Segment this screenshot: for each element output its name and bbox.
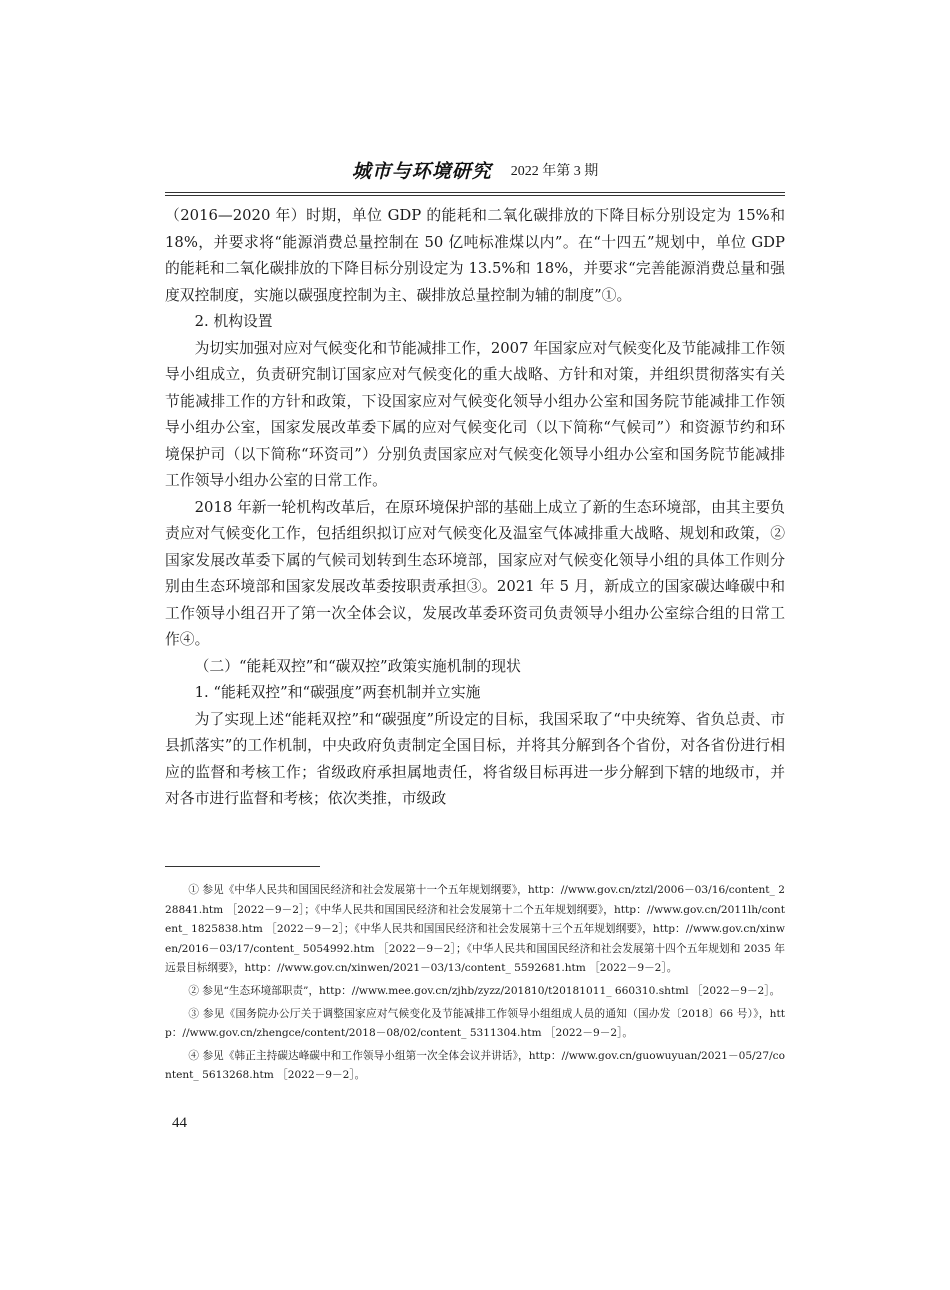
header-rule-top [165, 192, 785, 193]
section-heading-mechanism: （二）“能耗双控”和“碳双控”政策实施机制的现状 [194, 657, 521, 675]
footnote-3: ③ 参见《国务院办公厅关于调整国家应对气候变化及节能减排工作领导小组组成人员的通知（国办发〔2018〕66 号）》，http：//www.gov.cn/zhengce/content/2018－08/02/content_ 5311304.htm ［2022－9－2］。 [165, 1007, 785, 1040]
section-heading-institutions: 2. 机构设置 [194, 313, 273, 330]
header-rule-bottom [165, 195, 785, 196]
journal-name: 城市与环境研究 [351, 160, 492, 183]
paragraph-1: （2016—2020 年）时期，单位 GDP 的能耗和二氧化碳排放的下降目标分别设定为 15%和 18%，并要求将“能源消费总量控制在 50 亿吨标准煤以内”。在“十四五”规划中，单位 GDP 的能耗和二氧化碳排放的下降目标分别设定为 13.5%和 18%，并要求“完善能源消费总量和强度双控制度，实施以碳强度控制为主、碳排放总量控制为辅的制度”①。 [165, 207, 785, 304]
footnote-2: ② 参见“生态环境部职责”，http：//www.mee.gov.cn/zjhb/zyzz/201810/t20181011_ 660310.shtml ［2022－9－2］。 [188, 984, 781, 997]
footnote-separator [165, 866, 320, 867]
paragraph-3: 2018 年新一轮机构改革后，在原环境保护部的基础上成立了新的生态环境部，由其主要负责应对气候变化工作，包括组织拟订应对气候变化及温室气体减排重大战略、规划和政策，② 国家发展改革委下属的气候司划转到生态环境部，国家应对气候变化领导小组的具体工作则分别由生态环境部和国家发展改革委按职责承担③。2021 年 5 月，新成立的国家碳达峰碳中和工作领导小组召开了第一次全体会议，发展改革委环资司负责领导小组办公室综合组的日常工作④。 [165, 498, 785, 648]
footnote-4: ④ 参见《韩正主持碳达峰碳中和工作领导小组第一次全体会议并讲话》，http：//www.gov.cn/guowuyuan/2021－05/27/content_ 5613268.htm ［2022－9－2］。 [165, 1049, 785, 1082]
issue-label: 2022 年第 3 期 [510, 163, 599, 179]
page-number: 44 [172, 1115, 187, 1131]
footnote-1: ① 参见《中华人民共和国国民经济和社会发展第十一个五年规划纲要》，http：//www.gov.cn/ztzl/2006－03/16/content_ 228841.htm ［2022－9－2］；《中华人民共和国国民经济和社会发展第十二个五年规划纲要》，http：//www.gov.cn/2011lh/content_ 1825838.htm ［2022－9－2］；《中华人民共和国国民经济和社会发展第十三个五年规划纲要》，http：//www.gov.cn/xinwen/2016－03/17/content_ 5054992.htm ［2022－9－2］；《中华人民共和国国民经济和社会发展第十四个五年规划和 2035 年远景目标纲要》，http：//www.gov.cn/xinwen/2021－03/13/content_ 5592681.htm ［2022－9－2］。 [165, 884, 785, 975]
running-header [0, 156, 950, 186]
main-text [165, 203, 785, 813]
paragraph-2: 为切实加强对应对气候变化和节能减排工作，2007 年国家应对气候变化及节能减排工作领导小组成立，负责研究制订国家应对气候变化的重大战略、方针和对策，并组织贯彻落实有关节能减排工作的方针和政策，下设国家应对气候变化领导小组办公室和国务院节能减排工作领导小组办公室，国家发展改革委下属的应对气候变化司（以下简称“气候司”）和资源节约和环境保护司（以下简称“环资司”）分别负责国家应对气候变化领导小组办公室和国务院节能减排工作领导小组办公室的日常工作。 [165, 339, 785, 489]
paragraph-4: 为了实现上述“能耗双控”和“碳强度”所设定的目标，我国采取了“中央统筹、省负总责、市县抓落实”的工作机制，中央政府负责制定全国目标，并将其分解到各个省份，对各省份进行相应的监督和考核工作；省级政府承担属地责任，将省级目标再进一步分解到下辖的地级市，并对各市进行监督和考核；依次类推，市级政 [165, 710, 785, 807]
footnotes [165, 881, 785, 1089]
subsection-heading-dual-control: 1. “能耗双控”和“碳强度”两套机制并立实施 [194, 684, 481, 701]
